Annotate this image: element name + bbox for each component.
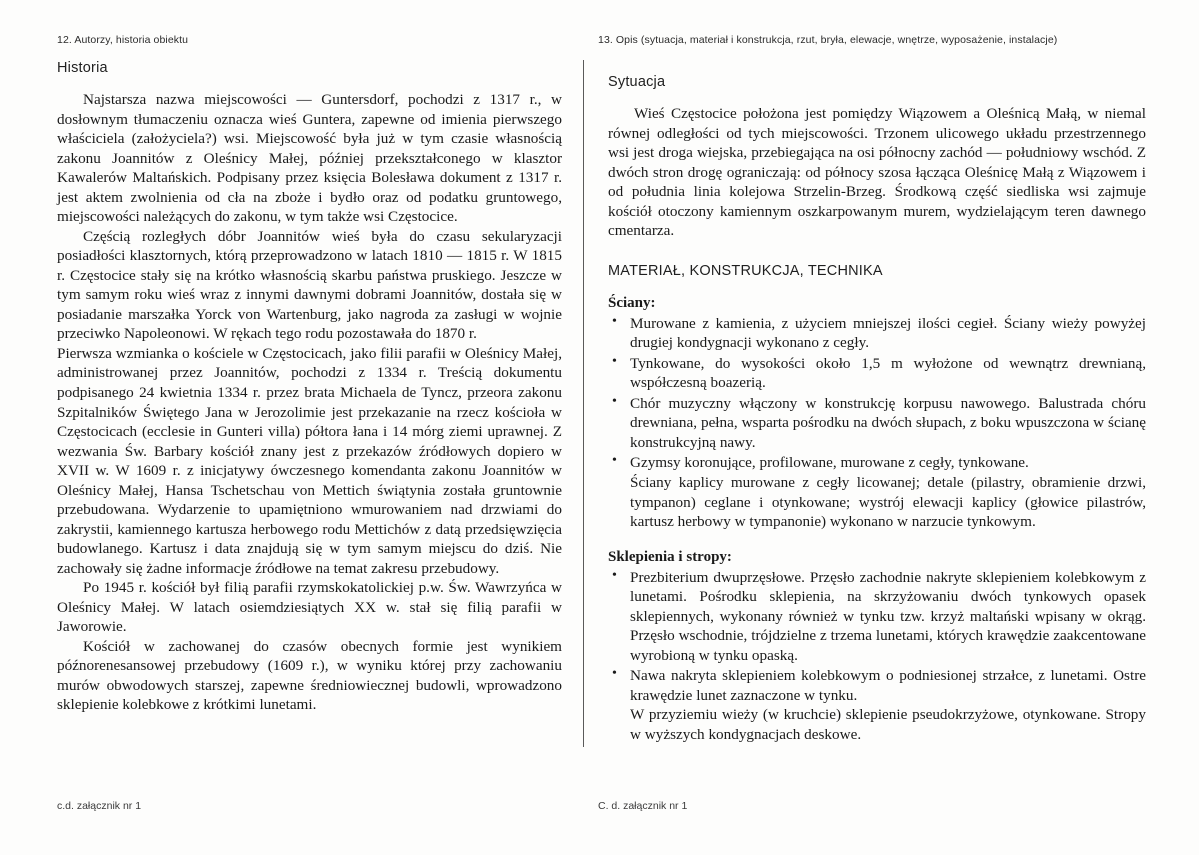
history-paragraph-2: Częścią rozległych dóbr Joannitów wieś była do czasu sekularyzacji posiadłości klasztornych, którą przeprowadzono w latach 1810 — 1815 r. W 1815 r. Częstocice stały się na krótko własnością skarbu państwa pruskiego. Jeszcze w tym samym roku wieś wraz z innymi dawnymi dobrami Joannitów, dostała się w posiadanie marszałka Yorck von Wartenburg, jako nagroda za zasługi w wojnie przeciwko Napoleonowi. W rękach tego rodu pozostawała do 1870 r.	[57, 227, 562, 343]
list-item	[608, 314, 1146, 353]
vaults-subheading: Sklepienia i stropy:	[608, 548, 732, 565]
history-paragraph-1: Najstarsza nazwa miejscowości — Guntersdorf, pochodzi z 1317 r., w dosłownym tłumaczeniu oznacza wieś Guntera, zapewne od imienia pierwszego właściciela (założyciela?) wsi. Miejscowość była już w tym czasie własnością zakonu Joannitów z Oleśnicy Małej, później przekształconego w klasztor Kawalerów Maltańskich. Podpisany przez księcia Bolesława dokument z 1317 r. jest aktem zwolnienia od cła na zboże i bydło oraz od podatku gruntowego, miejscowości należących do zakonu, w tym także wsi Częstocice.	[57, 91, 562, 226]
running-header-right: 13. Opis (sytuacja, materiał i konstrukcja, rzut, bryła, elewacje, wnętrze, wyposażenie, instalacje)	[598, 34, 1058, 46]
situation-paragraph: Wieś Częstocice położona jest pomiędzy Wiązowem a Oleśnicą Małą, w niemal równej odległości od tych miejscowości. Trzonem ulicowego układu przestrzennego wsi jest droga wiejska, przebiegająca na osi północny zachód — południowy wschód. Z dwóch stron drogę ograniczają: od północy szosa łącząca Oleśnicę Małą z Wiązowem i od południa linia kolejowa Strzelin-Brzeg. Środkową część siedliska wsi zajmuje kościół otoczony kamiennym oszkarpowanym murem, wydzielającym teren dawnego cmentarza.	[608, 105, 1146, 240]
list-item	[608, 568, 1146, 666]
list-item-text: Nawa nakryta sklepieniem kolebkowym o podniesionej strzałce, z lunetami. Ostre krawędzie lunet zaznaczone w tynku.	[630, 667, 1146, 704]
list-item-continuation: Ściany kaplicy murowane z cegły licowanej; detale (pilastry, obramienie drzwi, tympanon) ceglane i otynkowane; wystrój elewacji kaplicy (głowice pilastrów, kartusz herbowy w tympanonie) wykonano w narzucie tynkowym.	[630, 473, 1146, 531]
right-column	[608, 60, 1146, 745]
footer-right: C. d. załącznik nr 1	[598, 800, 688, 812]
list-item	[608, 453, 1146, 531]
list-item-text: Chór muzyczny włączony w konstrukcję korpusu nawowego. Balustrada chóru drewniana, pełna, wsparta pośrodku na dwóch słupach, z boku wpuszczona w ścianę konstrukcyjną nawy.	[630, 394, 1146, 451]
vaults-bullet-list	[608, 568, 1146, 745]
list-item-text: Prezbiterium dwuprzęsłowe. Przęsło zachodnie nakryte sklepieniem kolebkowym z lunetami. Pośrodku sklepienia, na skrzyżowaniu dwóch tynkowych opasek sklepiennych, wykonany również w tynku tzw. krzyż maltański wpisany w okrąg. Przęsło wschodnie, trójdzielne z trzema lunetami, których krawędzie zaakcentowane wyrobioną w tynku opaską.	[630, 568, 1146, 664]
history-paragraph-4: Po 1945 r. kościół był filią parafii rzymskokatolickiej p.w. Św. Wawrzyńca w Oleśnicy Małej. W latach osiemdziesiątych XX w. stał się filią parafii w Jaworowie.	[57, 579, 562, 636]
walls-subheading: Ściany:	[608, 294, 656, 311]
column-divider	[583, 60, 584, 747]
running-header-left: 12. Autorzy, historia obiektu	[57, 34, 189, 46]
list-item-text: Gzymsy koronujące, profilowane, murowane z cegły, tynkowane.	[630, 454, 1029, 472]
history-paragraph-5: Kościół w zachowanej do czasów obecnych formie jest wynikiem późnorenesansowej przebudowy (1609 r.), w wyniku której przy zachowaniu murów obwodowych starszej, zapewne średniowiecznej budowli, wprowadzono sklepienie kolebkowe z krótkimi lunetami.	[57, 637, 562, 714]
history-paragraph-3: Pierwsza wzmianka o kościele w Częstocicach, jako filii parafii w Oleśnicy Małej, administrowanej przez Joannitów, pochodzi z 1334 r. Treścią dokumentu podpisanego 24 kwietnia 1334 r. przez brata Michaela de Tyncz, przeora zakonu Szpitalników Świętego Jana w Jerozolimie jest przekazanie na rzecz kościoła w Częstocicach (ecclesie in Gunteri villa) półtora łana i 14 mórg ziemi uprawnej. Z wezwania Św. Barbary kościół znany jest z przekazów źródłowych dopiero w XVII w. W 1609 r. z inicjatywy ówczesnego komendanta zakonu Joannitów w Oleśnicy Małej, Hansa Tschetschau von Mettich świątynia została gruntownie przebudowana. Wydarzenie to upamiętniono wmurowaniem nad drzwiami do zakrystii, kamiennego kartusza herbowego rodu Mettichów z datą przedsięwzięcia budowlanego. Kartusz i data znajdują się w tym samym miejscu do dziś. Nie zachowały się żadne informacje źródłowe na temat zakresu przebudowy.	[57, 344, 562, 577]
list-item	[608, 354, 1146, 393]
material-section-title: MATERIAŁ, KONSTRUKCJA, TECHNIKA	[608, 262, 883, 279]
left-section-title: Historia	[57, 60, 108, 76]
list-item	[608, 666, 1146, 744]
situation-section-title: Sytuacja	[608, 74, 666, 90]
list-item	[608, 394, 1146, 453]
list-item-text: Murowane z kamienia, z użyciem mniejszej ilości cegieł. Ściany wieży powyżej drugiej kondygnacji wykonano z cegły.	[630, 314, 1146, 352]
list-item-text: Tynkowane, do wysokości około 1,5 m wyłożone od wewnątrz drewnianą, współczesną boazerią.	[630, 354, 1146, 392]
list-item-continuation: W przyziemiu wieży (w kruchcie) sklepienie pseudokrzyżowe, otynkowane. Stropy w wyższych kondygnacjach deskowe.	[630, 706, 1146, 743]
walls-bullet-list	[608, 314, 1146, 532]
footer-left: c.d. załącznik nr 1	[57, 800, 142, 812]
left-column	[57, 60, 562, 715]
